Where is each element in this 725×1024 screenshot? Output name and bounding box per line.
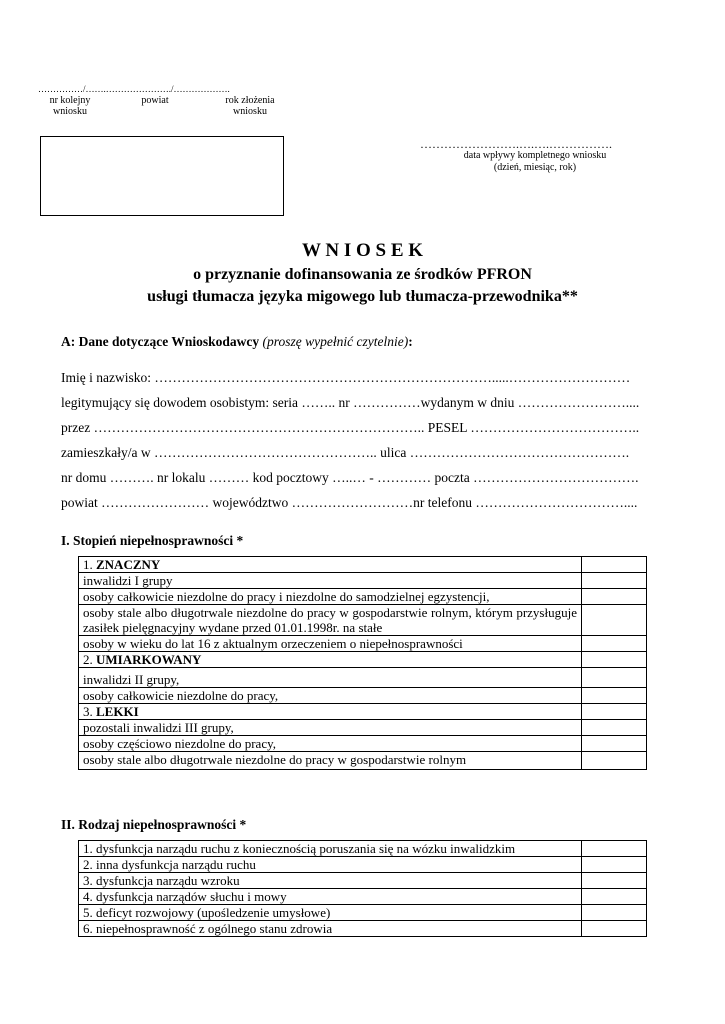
checkbox-cell[interactable] xyxy=(582,736,647,752)
checkbox-cell[interactable] xyxy=(582,605,647,636)
checkbox-cell[interactable] xyxy=(582,889,647,905)
table-row xyxy=(79,589,647,605)
field-adres-ulica[interactable]: zamieszkały/a w ………………………………………….. ulica …………………………………………. xyxy=(61,445,630,460)
section-a-heading xyxy=(61,334,413,350)
checkbox-cell[interactable] xyxy=(582,704,647,720)
checkbox-cell[interactable] xyxy=(582,752,647,770)
field-nr-domu-poczta[interactable]: nr domu ………. nr lokalu ……… kod pocztowy …..… - ………… poczta ………………………………. xyxy=(61,470,639,485)
page-title: W N I O S E K xyxy=(301,240,424,261)
degree-item: osoby w wieku do lat 16 z aktualnym orzeczeniem o niepełnosprawności xyxy=(79,636,582,652)
degree-item: osoby stale albo długotrwale niezdolne do pracy w gospodarstwie rolnym, którym przysługuje zasiłek pielęgnacyjny wydane przed 01.01.1998r. na stałe xyxy=(79,605,582,636)
reference-number-field[interactable]: ……………/…….…………………./………………. xyxy=(38,84,230,94)
title-subtitle-2: usługi tłumacza języka migowego lub tłumacza-przewodnika** xyxy=(147,288,578,305)
table-row xyxy=(79,905,647,921)
table-row xyxy=(79,668,647,688)
field-pesel[interactable]: przez ……………………………………………………………….. PESEL ……………………………….. xyxy=(61,420,640,435)
stamp-box xyxy=(40,136,284,216)
date-received-label: data wpływy kompletnego wniosku xyxy=(463,150,607,161)
checkbox-cell[interactable] xyxy=(582,589,647,605)
table-row xyxy=(79,752,647,770)
checkbox-cell[interactable] xyxy=(582,573,647,589)
degree-cell: 2. UMIARKOWANY xyxy=(79,652,582,668)
degree-cell: 3. LEKKI xyxy=(79,704,582,720)
table-row xyxy=(79,873,647,889)
checkbox-cell[interactable] xyxy=(582,905,647,921)
table-row xyxy=(79,688,647,704)
field-dowod-osobisty[interactable]: legitymujący się dowodem osobistym: seria …….. nr ……………wydanym w dniu …………………….... xyxy=(61,395,640,410)
label-powiat: powiat xyxy=(141,95,169,106)
checkbox-cell[interactable] xyxy=(582,652,647,668)
checkbox-cell[interactable] xyxy=(582,720,647,736)
table-row xyxy=(79,720,647,736)
label-rok-zlozenia: rok złożenia xyxy=(225,95,275,106)
section-a-note: (proszę wypełnić czytelnie) xyxy=(262,334,409,349)
degree-znaczny: ZNACZNY xyxy=(96,557,161,572)
checkbox-cell[interactable] xyxy=(582,668,647,688)
table-row xyxy=(79,921,647,937)
degree-item: inwalidzi I grupy xyxy=(79,573,582,589)
table-row xyxy=(79,857,647,873)
table-row xyxy=(79,573,647,589)
type-item: 6. niepełnosprawność z ogólnego stanu zdrowia xyxy=(79,921,582,937)
field-powiat-telefon[interactable]: powiat …………………… województwo ………………………nr telefonu …………………………….... xyxy=(61,495,638,510)
table-row xyxy=(79,841,647,857)
table-row xyxy=(79,652,647,668)
degree-item: osoby całkowicie niezdolne do pracy, xyxy=(79,688,582,704)
checkbox-cell[interactable] xyxy=(582,841,647,857)
type-item: 3. dysfunkcja narządu wzroku xyxy=(79,873,582,889)
field-imie-nazwisko[interactable]: Imię i nazwisko: ………………………………………………………………….....……………………… xyxy=(61,370,631,385)
degree-item: osoby częściowo niezdolne do pracy, xyxy=(79,736,582,752)
label-wniosku-1: wniosku xyxy=(53,106,87,117)
type-item: 5. deficyt rozwojowy (upośledzenie umysłowe) xyxy=(79,905,582,921)
degree-umiarkowany: UMIARKOWANY xyxy=(96,652,202,667)
disability-type-table xyxy=(78,840,647,937)
date-received-field[interactable]: …………………….….….……………. xyxy=(420,137,612,151)
table-row xyxy=(79,636,647,652)
table-row xyxy=(79,557,647,573)
section-a-colon: : xyxy=(408,334,413,349)
title-subtitle-1: o przyznanie dofinansowania ze środków PFRON xyxy=(193,266,532,283)
table-row xyxy=(79,889,647,905)
checkbox-cell[interactable] xyxy=(582,688,647,704)
table-row xyxy=(79,736,647,752)
degree-cell: 1. ZNACZNY xyxy=(79,557,582,573)
table-row xyxy=(79,704,647,720)
section-i-heading: I. Stopień niepełnosprawności * xyxy=(61,533,244,548)
disability-degree-table xyxy=(78,556,647,770)
type-item: 4. dysfunkcja narządów słuchu i mowy xyxy=(79,889,582,905)
checkbox-cell[interactable] xyxy=(582,557,647,573)
type-item: 1. dysfunkcja narządu ruchu z koniecznością poruszania się na wózku inwalidzkim xyxy=(79,841,582,857)
label-nr-kolejny: nr kolejny xyxy=(49,95,91,106)
degree-item: osoby stale albo długotrwale niezdolne do pracy w gospodarstwie rolnym xyxy=(79,752,582,770)
table-row xyxy=(79,605,647,636)
label-wniosku-2: wniosku xyxy=(233,106,267,117)
degree-item: osoby całkowicie niezdolne do pracy i niezdolne do samodzielnej egzystencji, xyxy=(79,589,582,605)
checkbox-cell[interactable] xyxy=(582,873,647,889)
type-item: 2. inna dysfunkcja narządu ruchu xyxy=(79,857,582,873)
section-a-title: A: Dane dotyczące Wnioskodawcy xyxy=(61,334,260,349)
degree-item: inwalidzi II grupy, xyxy=(79,668,582,688)
checkbox-cell[interactable] xyxy=(582,921,647,937)
checkbox-cell[interactable] xyxy=(582,857,647,873)
section-ii-heading: II. Rodzaj niepełnosprawności * xyxy=(61,817,247,832)
degree-lekki: LEKKI xyxy=(96,704,139,719)
checkbox-cell[interactable] xyxy=(582,636,647,652)
date-format-label: (dzień, miesiąc, rok) xyxy=(493,162,577,173)
degree-item: pozostali inwalidzi III grupy, xyxy=(79,720,582,736)
